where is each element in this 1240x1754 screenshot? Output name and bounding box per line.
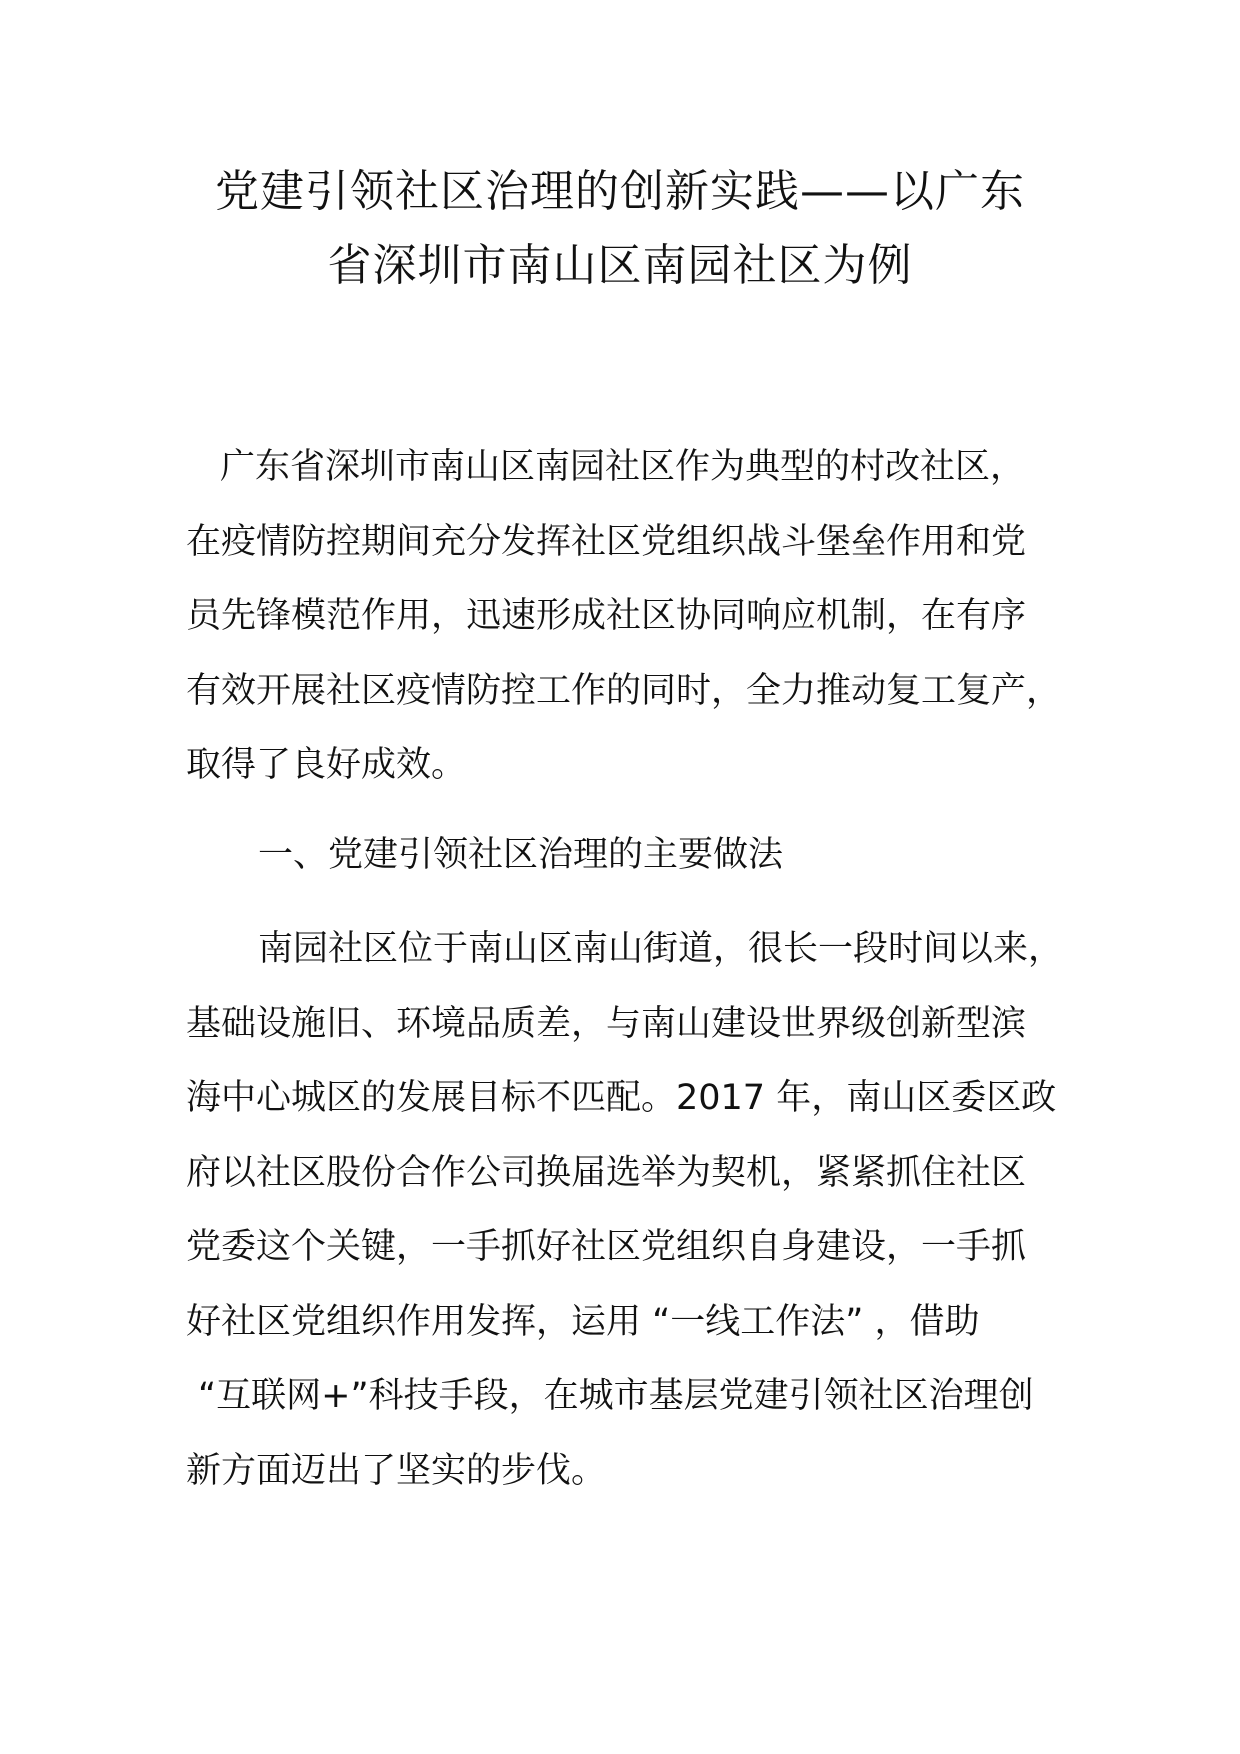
paragraph-line: 府以社区股份合作公司换届选举为契机，紧紧抓住社区 (186, 1152, 1027, 1193)
document-title (150, 155, 1090, 303)
title-line-1: 党建引领社区治理的创新实践——以广东 (215, 166, 1025, 217)
paragraph-line: 在疫情防控期间充分发挥社区党组织战斗堡垒作用和党 (186, 521, 1027, 562)
intro-paragraph (186, 430, 1076, 803)
paragraph-line: 取得了良好成效。 (186, 745, 467, 785)
paragraph-line: 新方面迈出了坚实的步伐。 (186, 1450, 607, 1491)
paragraph-line: 有效开展社区疫情防控工作的同时，全力推动复工复产， (186, 670, 1062, 711)
title-line-2: 省深圳市南山区南园社区为例 (327, 240, 913, 291)
section-paragraph (186, 912, 1076, 1508)
paragraph-line: 南园社区位于南山区南山街道，很长一段时间以来， (258, 929, 1064, 969)
paragraph-line: 好社区党组织作用发挥，运用 “一线工作法” ，借助 (186, 1301, 980, 1342)
section-heading-text: 一、党建引领社区治理的主要做法 (258, 835, 784, 875)
paragraph-line: 员先锋模范作用，迅速形成社区协同响应机制，在有序 (186, 596, 1027, 636)
paragraph-line: “互联网+”科技手段，在城市基层党建引领社区治理创 (198, 1376, 1034, 1416)
paragraph-line: 海中心城区的发展目标不匹配。2017 年，南山区委区政 (186, 1078, 1057, 1118)
paragraph-line: 基础设施旧、环境品质差，与南山建设世界级创新型滨 (186, 1003, 1027, 1044)
paragraph-line: 党委这个关键，一手抓好社区党组织自身建设，一手抓 (186, 1227, 1027, 1267)
section-heading (186, 818, 1076, 893)
paragraph-line: 广东省深圳市南山区南园社区作为典型的村改社区， (220, 447, 1026, 487)
